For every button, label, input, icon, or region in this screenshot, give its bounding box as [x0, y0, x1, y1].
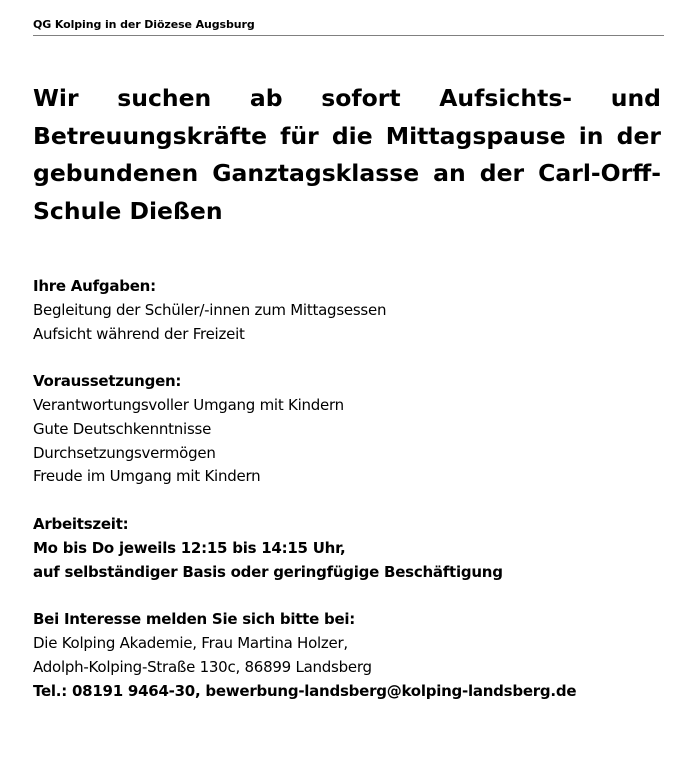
requirement-item: Freude im Umgang mit Kindern: [33, 467, 261, 486]
working-hours-line: Mo bis Do jeweils 12:15 bis 14:15 Uhr,: [33, 538, 346, 557]
contact-line: Adolph-Kolping-Straße 130c, 86899 Landsberg: [33, 657, 372, 676]
page-header: [33, 17, 664, 36]
contact-heading: Bei Interesse melden Sie sich bitte bei:: [33, 610, 356, 629]
organization-name: QG Kolping in der Diözese Augsburg: [33, 18, 255, 31]
working-hours-line: auf selbständiger Basis oder geringfügige Beschäftigung: [33, 562, 503, 581]
contact-line: Die Kolping Akademie, Frau Martina Holzer,: [33, 633, 348, 652]
tasks-heading: Ihre Aufgaben:: [33, 277, 156, 295]
working-hours-section: [33, 513, 664, 584]
tasks-section: [33, 275, 664, 346]
requirement-item: Durchsetzungsvermögen: [33, 443, 216, 462]
contact-section: [33, 608, 664, 703]
contact-phone-email: Tel.: 08191 9464-30, bewerbung-landsberg@kolping-landsberg.de: [33, 681, 577, 700]
job-title: Wir suchen ab sofort Aufsichts- und Betreuungskräfte für die Mittagspause in der gebundenen Ganztagsklasse an der Carl-Orff-Schule Dießen: [33, 84, 661, 225]
requirements-heading: Voraussetzungen:: [33, 372, 182, 391]
task-item: Begleitung der Schüler/-innen zum Mittagsessen: [33, 300, 387, 319]
requirement-item: Gute Deutschkenntnisse: [33, 419, 212, 438]
job-details: [33, 275, 664, 703]
task-item: Aufsicht während der Freizeit: [33, 324, 245, 343]
working-hours-heading: Arbeitszeit:: [33, 514, 129, 533]
requirement-item: Verantwortungsvoller Umgang mit Kindern: [33, 395, 344, 414]
requirements-section: [33, 370, 664, 489]
